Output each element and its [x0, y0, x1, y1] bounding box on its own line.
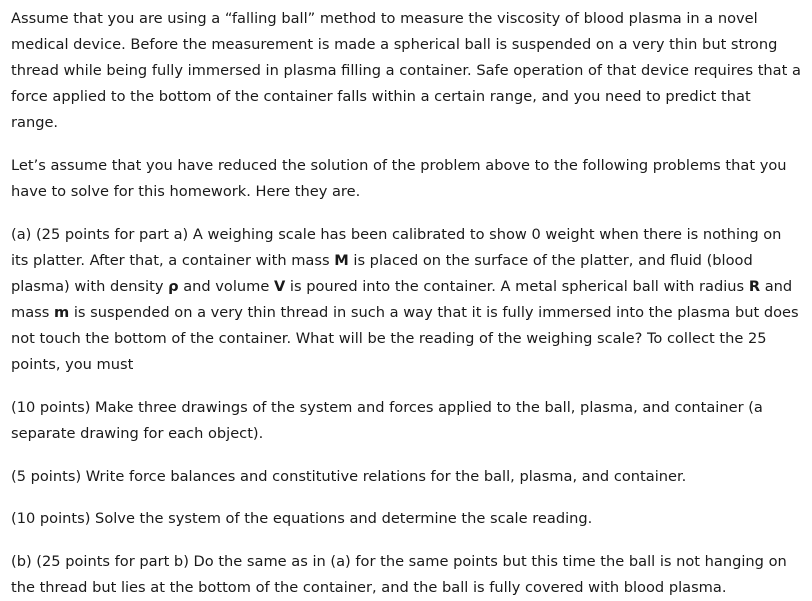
- variable-symbol: ρ: [168, 278, 179, 296]
- variable-symbol: m: [54, 304, 70, 322]
- homework-document: [11, 6, 801, 601]
- text-segment: (5 points) Write force balances and constitutive relations for the ball, plasma, and container.: [11, 467, 687, 485]
- variable-symbol: M: [334, 251, 349, 269]
- paragraph-part-a: [11, 222, 801, 379]
- paragraph-force-balances: [11, 464, 801, 490]
- variable-symbol: V: [274, 278, 286, 296]
- paragraph-intro: [11, 6, 801, 136]
- text-segment: (10 points) Make three drawings of the system and forces applied to the ball, plasma, and container (a separate drawing for each object).: [11, 399, 763, 443]
- text-segment: is poured into the container. A metal spherical ball with radius: [285, 278, 749, 296]
- text-segment: and mass: [11, 278, 793, 322]
- paragraph-drawings: [11, 395, 801, 447]
- text-segment: Let’s assume that you have reduced the solution of the problem above to the following problems that you have to solve for this homework. Here they are.: [11, 157, 787, 201]
- text-segment: is placed on the surface of the platter, and fluid (blood plasma) with density: [11, 251, 753, 296]
- text-segment: (a) (25 points for part a) A weighing scale has been calibrated to show 0 weight when there is nothing on its platter. After that, a container with mass: [11, 225, 782, 269]
- text-segment: (b) (25 points for part b) Do the same as in (a) for the same points but this time the ball is not hanging on the thread but lies at the bottom of the container, and the ball is fully covered with blood plasma.: [11, 553, 787, 597]
- variable-symbol: R: [748, 278, 761, 296]
- text-segment: Assume that you are using a “falling ball” method to measure the viscosity of blood plasma in a novel medical device. Before the measurement is made a spherical ball is suspended on a very thin but strong thread while being fully immersed in plasma filling a container. Safe operation of that device requires that a force applied to the bottom of the container falls within a certain range, and you need to predict that range.: [11, 10, 801, 132]
- text-segment: is suspended on a very thin thread in such a way that it is fully immersed into the plasma but does not touch the bottom of the container. What will be the reading of the weighing scale? To collect the 25 points, you must: [11, 304, 799, 374]
- paragraph-solve: [11, 506, 801, 532]
- text-segment: (10 points) Solve the system of the equations and determine the scale reading.: [11, 510, 593, 528]
- paragraph-part-b: [11, 549, 801, 601]
- text-segment: and volume: [178, 278, 274, 296]
- paragraph-reduction: [11, 153, 801, 205]
